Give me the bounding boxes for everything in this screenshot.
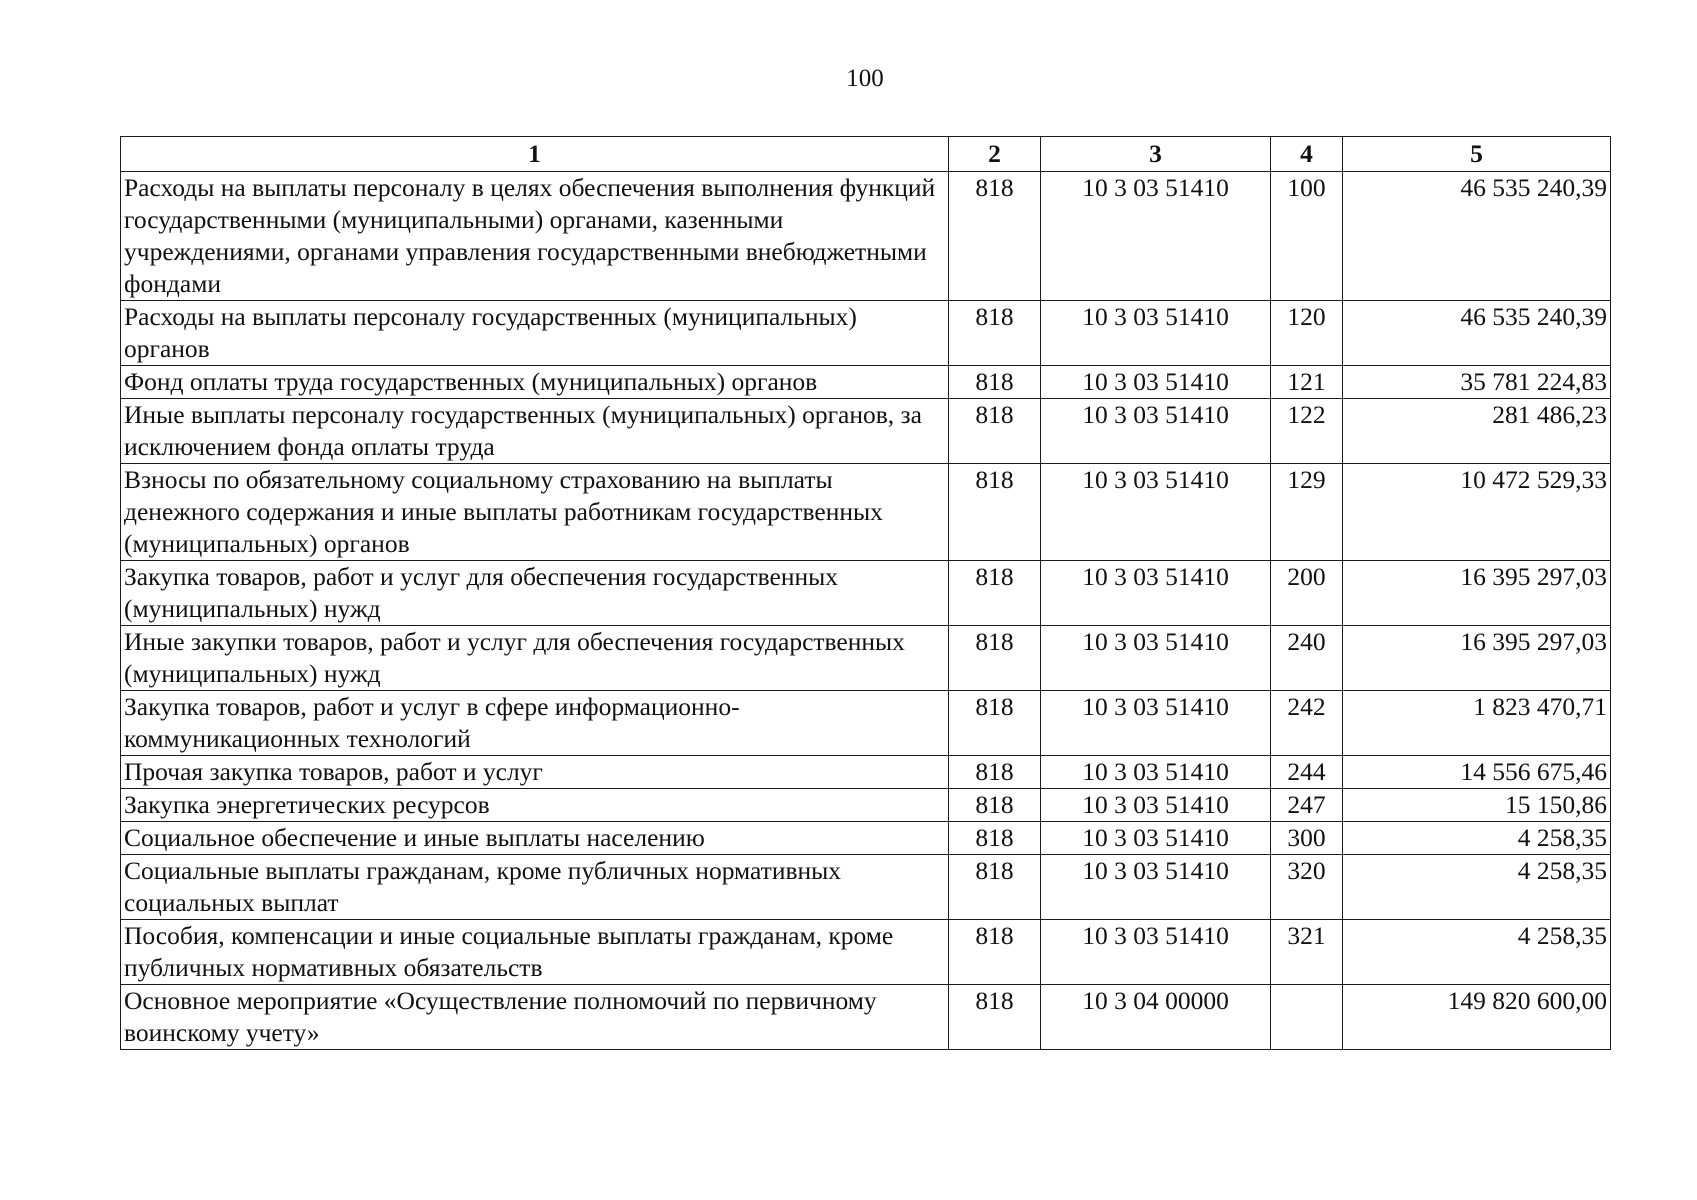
- row-code-cell: 818: [949, 626, 1041, 691]
- row-code-cell: 818: [949, 691, 1041, 756]
- row-code-cell: 818: [949, 561, 1041, 626]
- table-row: [121, 366, 1611, 399]
- row-name-cell: Прочая закупка товаров, работ и услуг: [121, 756, 949, 789]
- row-vr-cell: [1271, 985, 1343, 1050]
- row-sum-cell: 15 150,86: [1343, 789, 1611, 822]
- row-code-cell: 818: [949, 399, 1041, 464]
- row-csr-cell: 10 3 03 51410: [1041, 822, 1271, 855]
- row-csr-cell: 10 3 03 51410: [1041, 366, 1271, 399]
- row-vr-cell: 300: [1271, 822, 1343, 855]
- row-csr-cell: 10 3 03 51410: [1041, 301, 1271, 366]
- row-name-cell: Взносы по обязательному социальному страхованию на выплаты денежного содержания и иные выплаты работникам государственных (муниципальных) органов: [121, 464, 949, 561]
- row-vr-cell: 121: [1271, 366, 1343, 399]
- row-code-cell: 818: [949, 822, 1041, 855]
- row-name-cell: Основное мероприятие «Осуществление полномочий по первичному воинскому учету»: [121, 985, 949, 1050]
- row-vr-cell: 321: [1271, 920, 1343, 985]
- row-code-cell: 818: [949, 985, 1041, 1050]
- page-number: 100: [846, 65, 884, 92]
- row-vr-cell: 100: [1271, 172, 1343, 301]
- row-csr-cell: 10 3 03 51410: [1041, 172, 1271, 301]
- row-name-cell: Фонд оплаты труда государственных (муниципальных) органов: [121, 366, 949, 399]
- row-name-cell: Закупка товаров, работ и услуг в сфере информационно-коммуникационных технологий: [121, 691, 949, 756]
- row-sum-cell: 4 258,35: [1343, 855, 1611, 920]
- row-sum-cell: 16 395 297,03: [1343, 626, 1611, 691]
- row-name-cell: Расходы на выплаты персоналу в целях обеспечения выполнения функций государственными (муниципальными) органами, казенными учреждениями, органами управления государственными внебюджетными фондами: [121, 172, 949, 301]
- table-row: [121, 756, 1611, 789]
- row-csr-cell: 10 3 03 51410: [1041, 691, 1271, 756]
- row-sum-cell: 35 781 224,83: [1343, 366, 1611, 399]
- table-row: [121, 920, 1611, 985]
- row-csr-cell: 10 3 03 51410: [1041, 626, 1271, 691]
- row-csr-cell: 10 3 03 51410: [1041, 561, 1271, 626]
- row-sum-cell: 4 258,35: [1343, 822, 1611, 855]
- header-col-1: 1: [121, 137, 949, 172]
- row-sum-cell: 46 535 240,39: [1343, 172, 1611, 301]
- row-sum-cell: 281 486,23: [1343, 399, 1611, 464]
- header-col-4: 4: [1271, 137, 1343, 172]
- row-code-cell: 818: [949, 756, 1041, 789]
- row-code-cell: 818: [949, 920, 1041, 985]
- table-row: [121, 789, 1611, 822]
- budget-table: [120, 136, 1611, 1050]
- row-csr-cell: 10 3 03 51410: [1041, 464, 1271, 561]
- table-row: [121, 855, 1611, 920]
- row-sum-cell: 4 258,35: [1343, 920, 1611, 985]
- row-vr-cell: 129: [1271, 464, 1343, 561]
- row-name-cell: Закупка энергетических ресурсов: [121, 789, 949, 822]
- table-body: [121, 172, 1611, 1050]
- row-code-cell: 818: [949, 366, 1041, 399]
- table-row: [121, 822, 1611, 855]
- row-vr-cell: 247: [1271, 789, 1343, 822]
- row-vr-cell: 242: [1271, 691, 1343, 756]
- row-name-cell: Пособия, компенсации и иные социальные выплаты гражданам, кроме публичных нормативных обязательств: [121, 920, 949, 985]
- table-row: [121, 561, 1611, 626]
- header-col-3: 3: [1041, 137, 1271, 172]
- row-vr-cell: 200: [1271, 561, 1343, 626]
- row-sum-cell: 16 395 297,03: [1343, 561, 1611, 626]
- table-header-row: [121, 137, 1611, 172]
- table-row: [121, 301, 1611, 366]
- row-sum-cell: 149 820 600,00: [1343, 985, 1611, 1050]
- row-name-cell: Социальные выплаты гражданам, кроме публичных нормативных социальных выплат: [121, 855, 949, 920]
- row-code-cell: 818: [949, 789, 1041, 822]
- header-col-5: 5: [1343, 137, 1611, 172]
- row-sum-cell: 10 472 529,33: [1343, 464, 1611, 561]
- row-csr-cell: 10 3 04 00000: [1041, 985, 1271, 1050]
- row-vr-cell: 320: [1271, 855, 1343, 920]
- row-code-cell: 818: [949, 464, 1041, 561]
- row-name-cell: Закупка товаров, работ и услуг для обеспечения государственных (муниципальных) нужд: [121, 561, 949, 626]
- row-csr-cell: 10 3 03 51410: [1041, 855, 1271, 920]
- row-sum-cell: 46 535 240,39: [1343, 301, 1611, 366]
- header-col-2: 2: [949, 137, 1041, 172]
- row-name-cell: Социальное обеспечение и иные выплаты населению: [121, 822, 949, 855]
- table-row: [121, 464, 1611, 561]
- table-row: [121, 626, 1611, 691]
- row-vr-cell: 240: [1271, 626, 1343, 691]
- row-name-cell: Иные закупки товаров, работ и услуг для обеспечения государственных (муниципальных) нужд: [121, 626, 949, 691]
- row-sum-cell: 1 823 470,71: [1343, 691, 1611, 756]
- row-vr-cell: 120: [1271, 301, 1343, 366]
- row-name-cell: Иные выплаты персоналу государственных (муниципальных) органов, за исключением фонда оплаты труда: [121, 399, 949, 464]
- row-code-cell: 818: [949, 855, 1041, 920]
- row-vr-cell: 244: [1271, 756, 1343, 789]
- row-vr-cell: 122: [1271, 399, 1343, 464]
- row-code-cell: 818: [949, 172, 1041, 301]
- row-sum-cell: 14 556 675,46: [1343, 756, 1611, 789]
- table-row: [121, 172, 1611, 301]
- row-name-cell: Расходы на выплаты персоналу государственных (муниципальных) органов: [121, 301, 949, 366]
- row-code-cell: 818: [949, 301, 1041, 366]
- row-csr-cell: 10 3 03 51410: [1041, 789, 1271, 822]
- row-csr-cell: 10 3 03 51410: [1041, 756, 1271, 789]
- table-row: [121, 399, 1611, 464]
- row-csr-cell: 10 3 03 51410: [1041, 920, 1271, 985]
- row-csr-cell: 10 3 03 51410: [1041, 399, 1271, 464]
- table-row: [121, 985, 1611, 1050]
- table-row: [121, 691, 1611, 756]
